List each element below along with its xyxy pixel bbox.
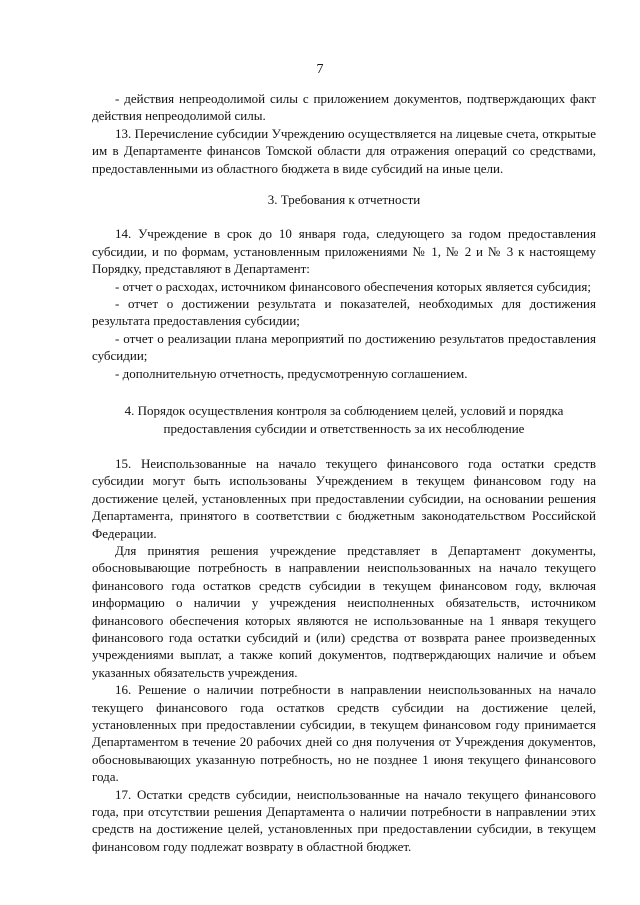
section-4-heading-line-1: 4. Порядок осуществления контроля за соблюдением целей, условий и порядка [124, 403, 564, 419]
list-item-additional-report: - дополнительную отчетность, предусмотренную соглашением. [115, 365, 468, 381]
paragraph-decision-documents: Для принятия решения учреждение представляет в Департамент документы, обосновывающие потребность в направлении неиспользованных на начало текущего финансового года остатков средств субсидии в текущем финансовом году, включая информацию о наличии у учреждения неисполненных обязательств, источником финансового обеспечения которых являются не использованные на 1 января текущего финансового года остатки субсидий и (или) средства от возврата ранее произведенных учреждениями выплат, а также копий документов, подтверждающих наличие и объем указанных обязательств учреждения. [92, 542, 596, 680]
list-item-results-report: - отчет о достижении результата и показателей, необходимых для достижения результата предоставления субсидии; [92, 296, 596, 329]
list-item-expense-report: - отчет о расходах, источником финансового обеспечения которых является субсидия; [115, 278, 591, 294]
section-4-heading-line-2: предоставления субсидии и ответственность за их несоблюдение [163, 420, 525, 436]
document-body [92, 90, 596, 855]
list-item-plan-report: - отчет о реализации плана мероприятий по достижению результатов предоставления субсидии; [92, 330, 596, 364]
paragraph-force-majeure: - действия непреодолимой силы с приложением документов, подтверждающих факт действия непреодолимой силы. [92, 91, 596, 124]
section-4-heading [92, 402, 596, 437]
paragraph-13: 13. Перечисление субсидии Учреждению осуществляется на лицевые счета, открытые им в Департаменте финансов Томской области для отражения операций со средствами, предоставленными из областного бюджета в виде субсидий на иные цели. [92, 125, 596, 176]
paragraph-16: 16. Решение о наличии потребности в направлении неиспользованных на начало текущего финансового года остатков средств субсидии на достижение целей, установленных при предоставлении субсидии, в текущем финансовом году принимается Департаментом в течение 20 рабочих дней со дня получения от Учреждения документов, обосновывающих указанную потребность, но не позднее 1 июня текущего финансового года. [92, 682, 596, 785]
section-3-heading: 3. Требования к отчетности [267, 192, 421, 208]
paragraph-15: 15. Неиспользованные на начало текущего финансового года остатки средств субсидии могут быть использованы Учреждением в текущем финансовом году на достижение целей, установленных при предоставлении субсидии, на основании решения Департамента, принятого в соответствии с бюджетным законодательством Российской Федерации. [92, 455, 596, 541]
page-number: 7 [316, 62, 324, 77]
paragraph-17: 17. Остатки средств субсидии, неиспользованные на начало текущего финансового года, при отсутствии решения Департамента о наличии потребности в направлении этих средств на достижение целей, установленных при предоставлении субсидии, в текущем финансовом году подлежат возврату в областной бюджет. [92, 786, 596, 854]
paragraph-14: 14. Учреждение в срок до 10 января года, следующего за годом предоставления субсидии, и по формам, установленным приложениями № 1, № 2 и № 3 к настоящему Порядку, представляют в Департамент: [92, 226, 596, 277]
